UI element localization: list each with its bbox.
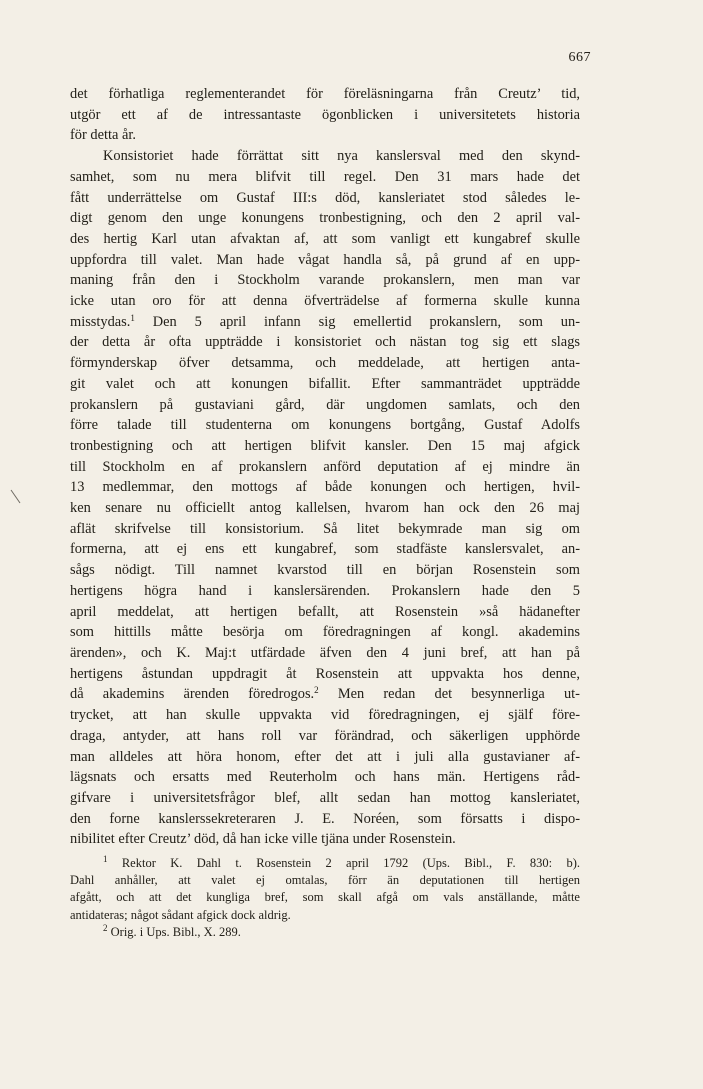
text-line: det förhatliga reglementerandet för föreläsningarna från Creutz’ tid, [70, 86, 580, 102]
main-text [70, 84, 580, 850]
text-line: som hittills måtte besörja om föredragningen af kongl. akademins [70, 624, 580, 641]
footnote-marker-1: 1 [103, 854, 108, 864]
text-line: utgör ett af de intressantaste ögonblicken i universitetets historia [70, 106, 580, 123]
text-line: nibilitet efter Creutz’ död, då han icke ville tjäna under Rosenstein. [70, 831, 456, 848]
text-line: formerna, att ej ens ett kungabref, som stadfäste kanslersvalet, an- [70, 541, 580, 558]
text-line: ken senare nu officiellt antog kallelsen, hvarom han ock den 26 maj [70, 500, 580, 517]
footnote-text: Orig. i Ups. Bibl., X. 289. [110, 924, 241, 939]
footnote-line: afgått, och att det kungliga bref, som skall afgå om vals anställande, måtte [70, 890, 580, 905]
text-line: lägsnats och ersatts med Reuterholm och hans män. Hertigens råd- [70, 769, 580, 786]
footnote-ref-1: 1 [130, 312, 135, 323]
page-number: 667 [568, 50, 591, 65]
footnote-ref-2: 2 [314, 685, 319, 696]
footnote-marker-2: 2 [103, 922, 108, 933]
text-line: icke utan oro för att denna öfverträdelse af formerna skulle kunna [70, 293, 580, 310]
text-line: digt genom den unge konungens tronbestigning, och den 2 april val- [70, 210, 580, 227]
text-line: tronbestigning och att hertigen blifvit kansler. Den 15 maj afgick [70, 437, 580, 454]
text-line: trycket, att han skulle uppvakta vid föredragningen, ej själf före- [70, 707, 580, 724]
text-line: git valet och att konungen bifallit. Efter sammanträdet uppträdde [70, 375, 580, 392]
text-fragment: Den 5 april infann sig emellertid prokanslern, som un- [152, 313, 580, 330]
text-line: förre talade till studenterna om konungens bortgång, Gustaf Adolfs [70, 417, 580, 434]
margin-pencil-mark [9, 488, 23, 506]
text-line: den forne kanslerssekreteraren J. E. Noréen, som försatts i dispo- [70, 810, 580, 827]
text-line: samhet, som nu mera blifvit till regel. Den 31 mars hade det [70, 168, 580, 185]
footnote-line: Dahl anhåller, att valet ej omtalas, förr än deputationen till hertigen [70, 873, 580, 888]
text-fragment: misstydas. [70, 313, 131, 330]
text-line: draga, antyder, att hans roll var förändrad, och säkerligen upphörde [70, 727, 580, 744]
text-line: prokanslern på gustaviani gård, där ungdomen samlats, och den [70, 396, 580, 413]
text-line: ärenden», och K. Maj:t utfärdade äfven den 4 juni bref, att han på [70, 644, 580, 661]
text-line-with-ref [70, 312, 580, 333]
text-line: hertigens högra hand i kanslersärenden. Prokanslern hade den 5 [70, 582, 580, 599]
text-line: uppfordra till valet. Man hade vågat handla så, på grund af en upp- [70, 251, 580, 268]
text-line: des hertig Karl utan afvaktan af, att som vanligt ett kungabref skulle [70, 230, 580, 247]
text-line: sågs nödigt. Till namnet kvarstod till en början Rosenstein som [70, 562, 580, 579]
text-line: Konsistoriet hade förrättat sitt nya kanslersval med den skynd- [103, 148, 580, 165]
text-line: för detta år. [70, 127, 136, 144]
text-line: hertigens åstundan uppdragit åt Rosenstein att uppvakta hos denne, [70, 665, 580, 682]
text-line-with-ref [70, 684, 580, 705]
text-line: aflät skrifvelse till konsistorium. Så litet bekymrade man sig om [70, 520, 580, 537]
text-line: till Stockholm en af prokanslern anförd deputation af ej mindre än [70, 458, 580, 475]
text-line: april meddelat, att hertigen befallt, att Rosenstein »så hädanefter [70, 603, 580, 620]
footnotes [70, 855, 580, 941]
footnote-1 [70, 855, 580, 872]
text-line: 13 medlemmar, den mottogs af både konungen och hertigen, hvil- [70, 479, 580, 496]
text-line: der detta år ofta uppträdde i konsistoriet och nästan tog sig ett slags [70, 334, 580, 351]
footnote-line: antidateras; något sådant afgick dock aldrig. [70, 907, 291, 922]
text-line: förmynderskap öfver detsamma, och meddelade, att hertigen anta- [70, 355, 580, 372]
text-line: maning från den i Stockholm varande prokanslern, men man var [70, 272, 580, 289]
text-fragment: då akademins ärenden föredrogos. [70, 686, 315, 703]
text-fragment: Men redan det besynnerliga ut- [337, 686, 580, 703]
text-line: gifvare i universitetsfrågor blef, allt sedan han mottog kansleriatet, [70, 789, 580, 806]
text-line: fått underrättelse om Gustaf III:s död, kansleriatet stod således le- [70, 189, 580, 206]
footnote-text: Rektor K. Dahl t. Rosenstein 2 april 1792 (Ups. Bibl., F. 830: b). [121, 856, 581, 870]
text-line: man alldeles att höra honom, efter det att i juli alla gustavianer af- [70, 748, 580, 765]
footnote-2 [70, 924, 580, 941]
